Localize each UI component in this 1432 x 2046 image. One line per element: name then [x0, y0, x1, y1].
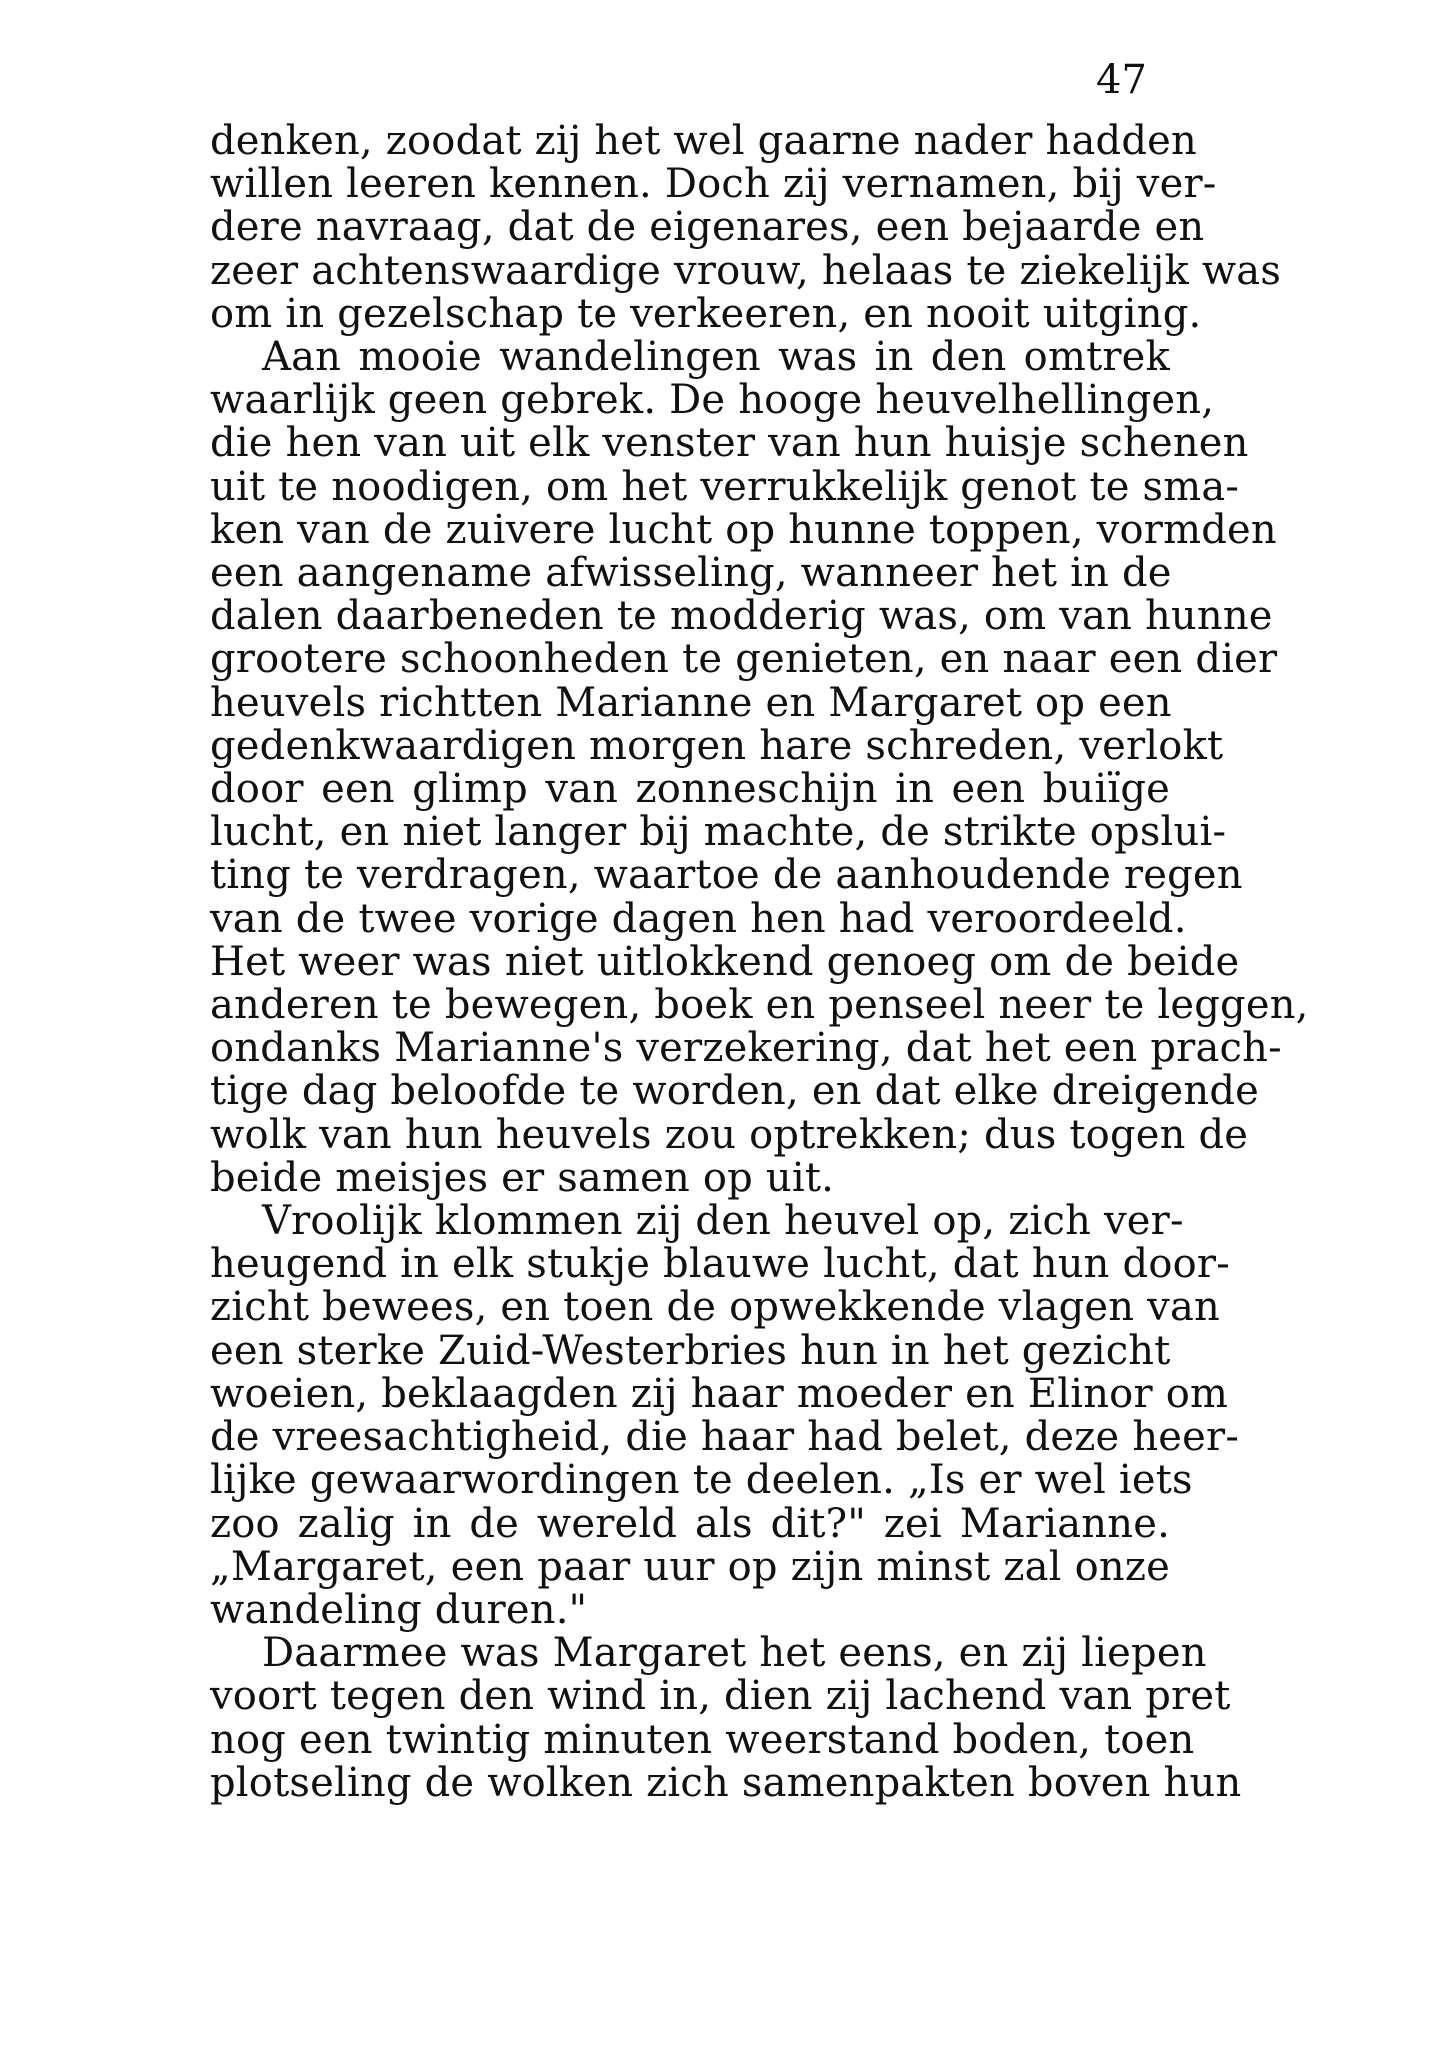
text-line: waarlijk geen gebrek. De hooge heuvelhellingen, [210, 377, 1215, 424]
text-line: willen leeren kennen. Doch zij vernamen, bij ver- [210, 161, 1217, 208]
text-line: woeien, beklaagden zij haar moeder en Elinor om [210, 1370, 1229, 1417]
body-text [210, 118, 1309, 1806]
text-line: dere navraag, dat de eigenares, een bejaarde en [210, 204, 1205, 251]
text-line: om in gezelschap te verkeeren, en nooit uitging. [210, 290, 1202, 337]
text-line: wandeling duren." [210, 1586, 588, 1633]
page-number: 47 [1096, 57, 1147, 103]
text-line: Vroolijk klommen zij den heuvel op, zich ver- [262, 1198, 1184, 1245]
text-line: nog een twintig minuten weerstand boden, toen [210, 1716, 1195, 1763]
text-line: lijke gewaarwordingen te deelen. „Is er wel iets [210, 1457, 1193, 1504]
text-line: beide meisjes er samen op uit. [210, 1154, 835, 1201]
text-line: de vreesachtigheid, die haar had belet, deze heer- [210, 1414, 1240, 1461]
text-line: grootere schoonheden te genieten, en naar een dier [210, 636, 1278, 683]
text-line: ondanks Marianne's verzekering, dat het een prach- [210, 1025, 1282, 1072]
text-line: uit te noodigen, om het verrukkelijk genot te sma- [210, 463, 1240, 510]
text-line: „Margaret, een paar uur op zijn minst zal onze [210, 1543, 1170, 1590]
text-line: zoo zalig in de wereld als dit?" zei Marianne. [210, 1500, 1170, 1547]
text-line: anderen te bewegen, boek en penseel neer te leggen, [210, 982, 1309, 1029]
text-line: door een glimp van zonneschijn in een buiïge [210, 766, 1170, 813]
text-line: zeer achtenswaardige vrouw, helaas te ziekelijk was [210, 247, 1282, 294]
text-line: Aan mooie wandelingen was in den omtrek [262, 334, 1170, 381]
text-line: plotseling de wolken zich samenpakten boven hun [210, 1759, 1242, 1806]
text-line: dalen daarbeneden te modderig was, om van hunne [210, 593, 1273, 640]
text-line: wolk van hun heuvels zou optrekken; dus togen de [210, 1111, 1249, 1158]
text-line: tige dag beloofde te worden, en dat elke dreigende [210, 1068, 1260, 1115]
text-line: ting te verdragen, waartoe de aanhoudende regen [210, 852, 1243, 899]
text-line: van de twee vorige dagen hen had veroordeeld. [210, 895, 1187, 942]
text-line: zicht bewees, en toen de opwekkende vlagen van [210, 1284, 1220, 1331]
text-line: een aangename afwisseling, wanneer het in de [210, 550, 1172, 597]
text-line: Het weer was niet uitlokkend genoeg om de beide [210, 938, 1240, 985]
text-line: gedenkwaardigen morgen hare schreden, verlokt [210, 722, 1224, 769]
text-line: lucht, en niet langer bij machte, de strikte opslui- [210, 809, 1227, 856]
text-line: ken van de zuivere lucht op hunne toppen, vormden [210, 506, 1277, 553]
text-line: denken, zoodat zij het wel gaarne nader hadden [210, 118, 1197, 164]
text-line: die hen van uit elk venster van hun huisje schenen [210, 420, 1249, 467]
text-line: voort tegen den wind in, dien zij lachend van pret [210, 1673, 1231, 1720]
text-line: een sterke Zuid-Westerbries hun in het gezicht [210, 1327, 1171, 1374]
text-line: Daarmee was Margaret het eens, en zij liepen [262, 1630, 1207, 1677]
text-line: heuvels richtten Marianne en Margaret op een [210, 679, 1172, 726]
text-line: heugend in elk stukje blauwe lucht, dat hun door- [210, 1241, 1230, 1288]
